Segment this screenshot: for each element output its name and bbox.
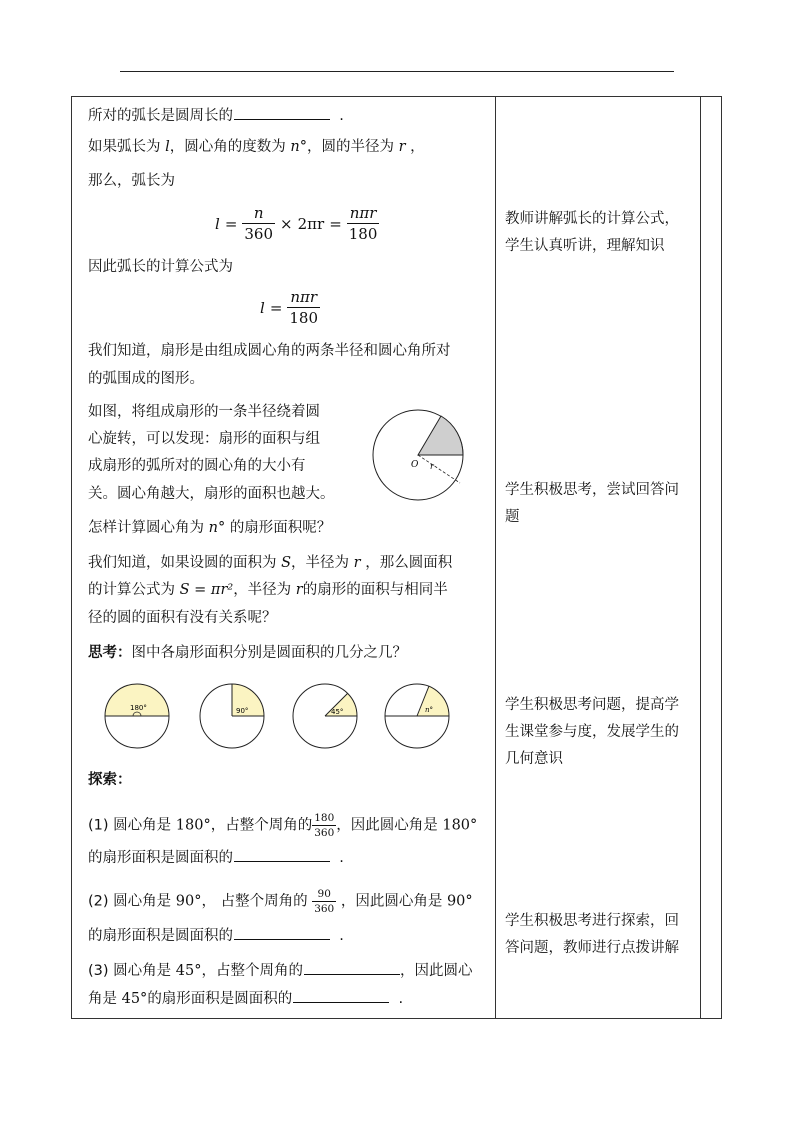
text-line-8: 心旋转，可以发现：扇形的面积与组 bbox=[88, 431, 320, 447]
text-line-13: 的计算公式为 S = πr²，半径为 r的扇形的面积与相同半 bbox=[88, 582, 448, 598]
text-line-11: 怎样计算圆心角为 n° 的扇形面积呢？ bbox=[88, 520, 332, 536]
angle-label-90: 90° bbox=[236, 707, 249, 715]
explore-item-1-line-1: (1) 圆心角是 180°，占整个周角的 $\frac{180}{360}$ ，因此圆心角是 180° bbox=[88, 812, 478, 839]
column-divider-1 bbox=[495, 96, 496, 1019]
explore-item-2-line-2: 的扇形面积是圆面积的 . bbox=[88, 924, 344, 946]
angle-label-180: 180° bbox=[130, 704, 147, 712]
side-note-4: 学生积极思考进行探索，回答问题，教师进行点拨讲解 bbox=[505, 913, 679, 956]
explore-item-3-line-1: (3) 圆心角是 45°，占整个周角的 ，因此圆心 bbox=[88, 959, 472, 981]
text-line-6: 的弧围成的图形。 bbox=[88, 371, 204, 387]
sector-rotation-figure bbox=[370, 405, 470, 505]
text-line-12: 我们知道，如果设圆的面积为 S，半径为 r ，那么圆面积 bbox=[88, 555, 453, 571]
text-line-3: 那么，弧长为 bbox=[88, 173, 175, 189]
sector-fraction-figures bbox=[100, 680, 480, 755]
arc-length-formula: l = $\frac{\text{nπr}}{180}$ bbox=[260, 288, 319, 327]
angle-label-45: 45° bbox=[331, 708, 344, 716]
explore-heading: 探索： bbox=[88, 772, 132, 788]
answer-blank-1[interactable] bbox=[234, 104, 330, 120]
circle-90 bbox=[200, 684, 264, 748]
text-line-1: 所对的弧长是圆周长的 . bbox=[88, 104, 344, 126]
side-note-3: 学生积极思考问题，提高学生课堂参与度，发展学生的几何意识 bbox=[505, 697, 679, 767]
text-line-2: 如果弧长为 l，圆心角的度数为 n°，圆的半径为 r ， bbox=[88, 139, 425, 155]
angle-label-n: n° bbox=[425, 706, 434, 714]
explore-item-2-line-1: (2) 圆心角是 90°， 占整个周角的 $\frac{90}{360}$ ，因此圆心角是 90° bbox=[88, 888, 473, 915]
arc-length-derivation: l = $\frac{n}{360}$ × 2πr = $\frac{\text{nπr}}{180}$ bbox=[215, 204, 378, 243]
text-line-14: 径的圆的面积有没有关系呢？ bbox=[88, 610, 277, 626]
explore-item-3-line-2: 角是 45°的扇形面积是圆面积的 . bbox=[88, 987, 403, 1009]
text-line-9: 成扇形的弧所对的圆心角的大小有 bbox=[88, 458, 306, 474]
text-line-10: 关。圆心角越大，扇形的面积也越大。 bbox=[88, 486, 335, 502]
think-line: 思考：图中各扇形面积分别是圆面积的几分之几？ bbox=[88, 645, 407, 661]
side-note-2: 学生积极思考，尝试回答问题 bbox=[505, 482, 679, 525]
explore-item-1-line-2: 的扇形面积是圆面积的 . bbox=[88, 846, 344, 868]
text-line-4: 因此弧长的计算公式为 bbox=[88, 259, 233, 275]
circle-180 bbox=[105, 684, 169, 748]
radius-label: r bbox=[430, 462, 434, 471]
answer-blank-3[interactable] bbox=[234, 924, 330, 940]
circle-45 bbox=[293, 684, 357, 748]
circle-n bbox=[385, 684, 449, 748]
column-divider-2 bbox=[700, 96, 701, 1019]
answer-blank-5[interactable] bbox=[293, 987, 389, 1003]
center-label: O bbox=[411, 460, 419, 470]
text-line-5: 我们知道，扇形是由组成圆心角的两条半径和圆心角所对 bbox=[88, 343, 451, 359]
answer-blank-4[interactable] bbox=[304, 959, 400, 975]
text-line-7: 如图，将组成扇形的一条半径绕着圆 bbox=[88, 404, 320, 420]
header-rule bbox=[120, 71, 674, 72]
answer-blank-2[interactable] bbox=[234, 846, 330, 862]
side-note-1: 教师讲解弧长的计算公式，学生认真听讲，理解知识 bbox=[505, 211, 679, 254]
